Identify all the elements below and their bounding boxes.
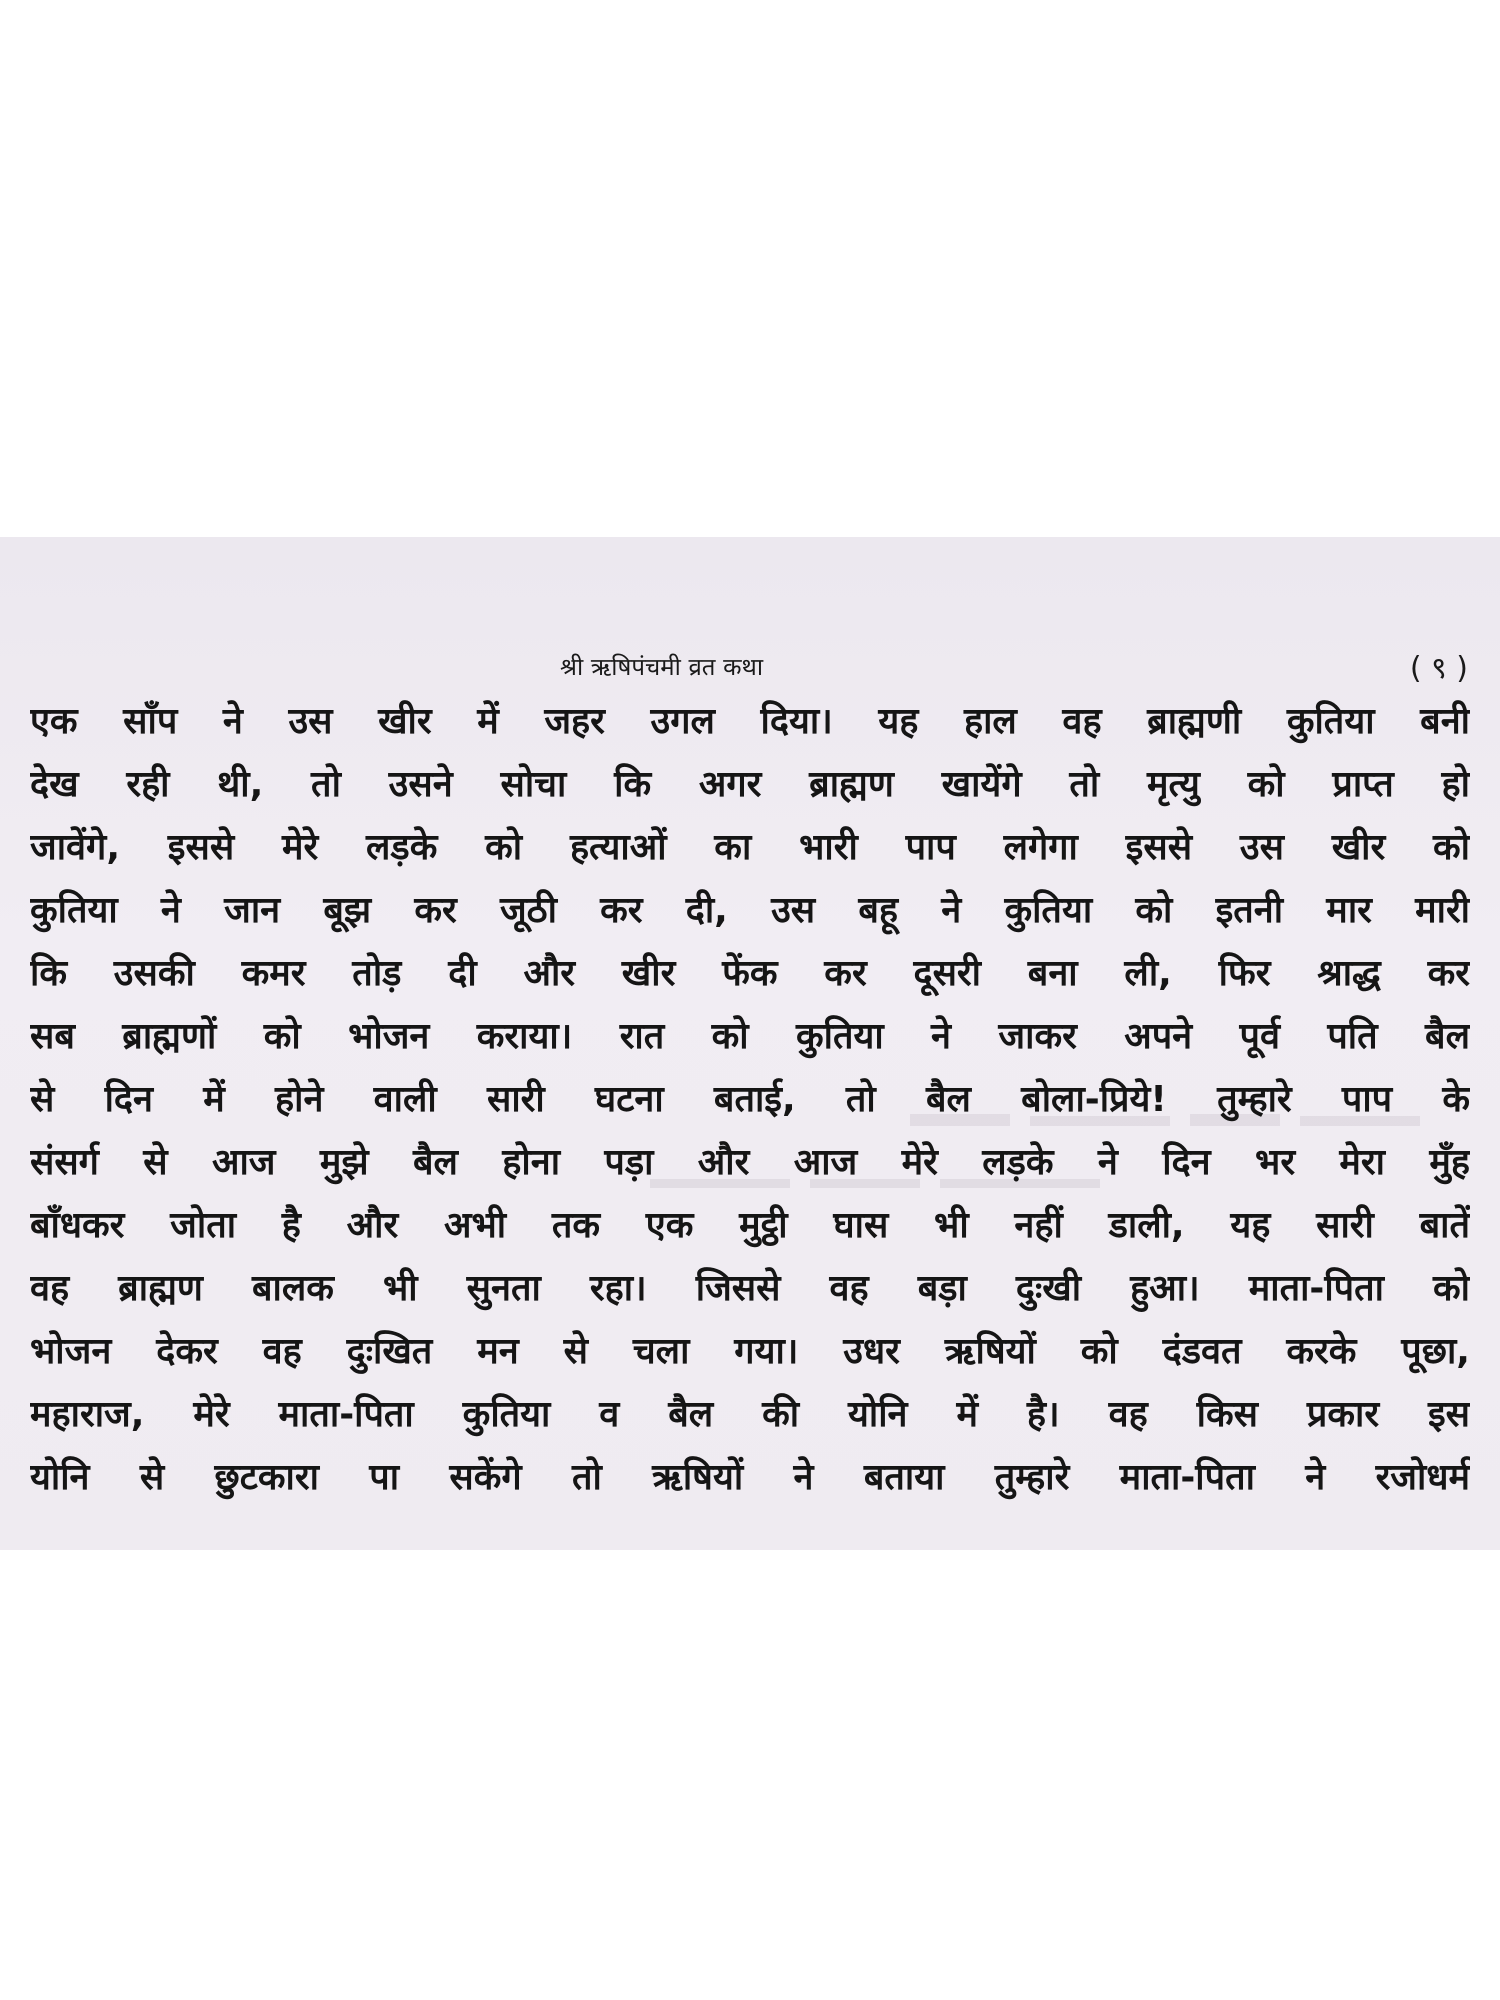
text-line: महाराज, मेरे माता-पिता कुतिया व बैल की योनि में है। वह किस प्रकार इस	[30, 1394, 1470, 1435]
text-line: कुतिया ने जान बूझ कर जूठी कर दी, उस बहू ने कुतिया को इतनी मार मारी	[30, 890, 1470, 931]
text-line: संसर्ग से आज मुझे बैल होना पड़ा और आज मेरे लड़के ने दिन भर मेरा मुँह	[30, 1142, 1470, 1183]
text-line: एक साँप ने उस खीर में जहर उगल दिया। यह हाल वह ब्राह्मणी कुतिया बनी	[30, 701, 1470, 742]
running-title: श्री ऋषिपंचमी व्रत कथा	[560, 653, 764, 681]
page-number: ( ९ )	[1409, 651, 1468, 686]
text-line: वह ब्राह्मण बालक भी सुनता रहा। जिससे वह बड़ा दुःखी हुआ। माता-पिता को	[30, 1268, 1470, 1309]
text-line: बाँधकर जोता है और अभी तक एक मुट्ठी घास भी नहीं डाली, यह सारी बातें	[30, 1205, 1470, 1246]
body-text	[30, 690, 1470, 1509]
page-header	[0, 650, 1500, 690]
text-line: भोजन देकर वह दुःखित मन से चला गया। उधर ऋषियों को दंडवत करके पूछा,	[30, 1331, 1470, 1372]
text-line: योनि से छुटकारा पा सकेंगे तो ऋषियों ने बताया तुम्हारे माता-पिता ने रजोधर्म	[30, 1457, 1470, 1498]
text-line: से दिन में होने वाली सारी घटना बताई, तो बैल बोला-प्रिये! तुम्हारे पाप के	[30, 1079, 1470, 1120]
scanned-page-area	[0, 537, 1500, 1550]
text-line: सब ब्राह्मणों को भोजन कराया। रात को कुतिया ने जाकर अपने पूर्व पति बैल	[30, 1016, 1470, 1057]
text-line: कि उसकी कमर तोड़ दी और खीर फेंक कर दूसरी बना ली, फिर श्राद्ध कर	[30, 953, 1470, 994]
text-line: जावेंगे, इससे मेरे लड़के को हत्याओं का भारी पाप लगेगा इससे उस खीर को	[30, 827, 1470, 868]
text-line: देख रही थी, तो उसने सोचा कि अगर ब्राह्मण खायेंगे तो मृत्यु को प्राप्त हो	[30, 764, 1470, 805]
